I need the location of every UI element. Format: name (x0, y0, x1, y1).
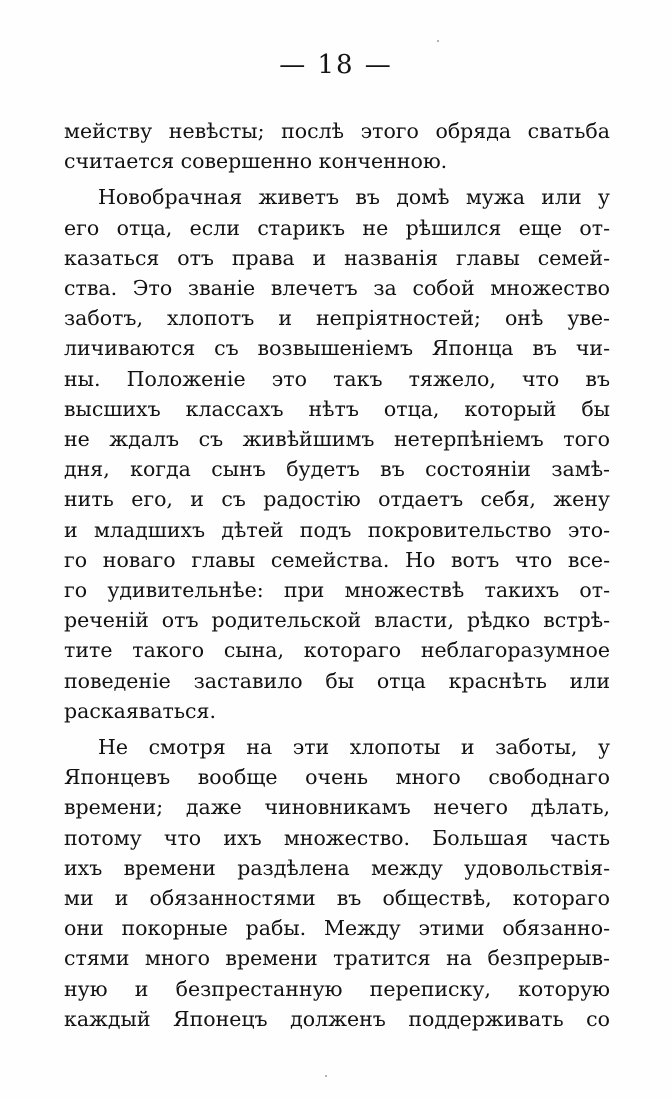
text-line: и младшихъ дѣтей подъ покровительство это- (64, 517, 610, 542)
page-body (64, 116, 610, 1034)
text-line: заботъ, хлопотъ и непріятностей; онѣ уве- (64, 306, 610, 331)
text-line: Не смотря на эти хлопоты и заботы, у (98, 735, 610, 760)
paper-speck (437, 40, 439, 42)
paper-speck (325, 1075, 327, 1077)
text-line: раскаяваться. (64, 698, 216, 723)
text-line: его отца, если старикъ не рѣшился еще от- (64, 215, 610, 240)
paragraph-2 (64, 182, 610, 726)
text-line: нить его, и съ радостію отдаетъ себя, жену (64, 487, 610, 512)
text-line: каждый Японецъ долженъ поддерживать со (64, 1006, 610, 1031)
text-line: потому что ихъ множество. Большая часть (64, 825, 610, 850)
text-line: считается совершенно конченною. (64, 149, 448, 174)
text-line: ны. Положеніе это такъ тяжело, что въ (64, 366, 610, 391)
text-line: ную и безпрестанную переписку, которую (64, 976, 610, 1001)
text-line: мейству невѣсты; послѣ этого обряда сватьба (64, 119, 610, 143)
text-line: стями много времени тратится на безпрерыв- (64, 946, 610, 971)
page-number: — 18 — (279, 50, 393, 80)
text-line: дня, когда сынъ будетъ въ состояніи замѣ- (64, 457, 610, 482)
text-line: казаться отъ права и названія главы семей- (64, 245, 610, 270)
text-line: высшихъ классахъ нѣтъ отца, который бы (64, 396, 610, 421)
text-line: поведеніе заставило бы отца краснѣть или (64, 668, 610, 693)
text-line: ми и обязанностями въ обществѣ, котораго (64, 886, 610, 911)
text-line: тите такого сына, котораго неблагоразумное (64, 638, 610, 663)
text-line: они покорные рабы. Между этими обязанно- (64, 916, 610, 941)
text-line: Японцевъ вообще очень много свободнаго (64, 765, 610, 790)
text-line: реченій отъ родительской власти, рѣдко встрѣ- (64, 608, 610, 633)
paragraph-1 (64, 116, 610, 176)
text-line: времени; даже чиновникамъ нечего дѣлать, (64, 795, 610, 820)
text-line: го новаго главы семейства. Но вотъ что все- (64, 547, 610, 572)
paragraph-3 (64, 732, 610, 1034)
text-line: ства. Это званіе влечетъ за собой множество (64, 276, 610, 301)
text-line: Новобрачная живетъ въ домѣ мужа или у (98, 185, 610, 210)
text-line: ихъ времени раздѣлена между удовольствія- (64, 855, 610, 880)
text-line: го удивительнѣе: при множествѣ такихъ от- (64, 578, 610, 603)
text-line: не ждалъ съ живѣйшимъ нетерпѣніемъ того (64, 427, 610, 452)
text-line: личиваются съ возвышеніемъ Японца въ чи- (64, 336, 610, 361)
